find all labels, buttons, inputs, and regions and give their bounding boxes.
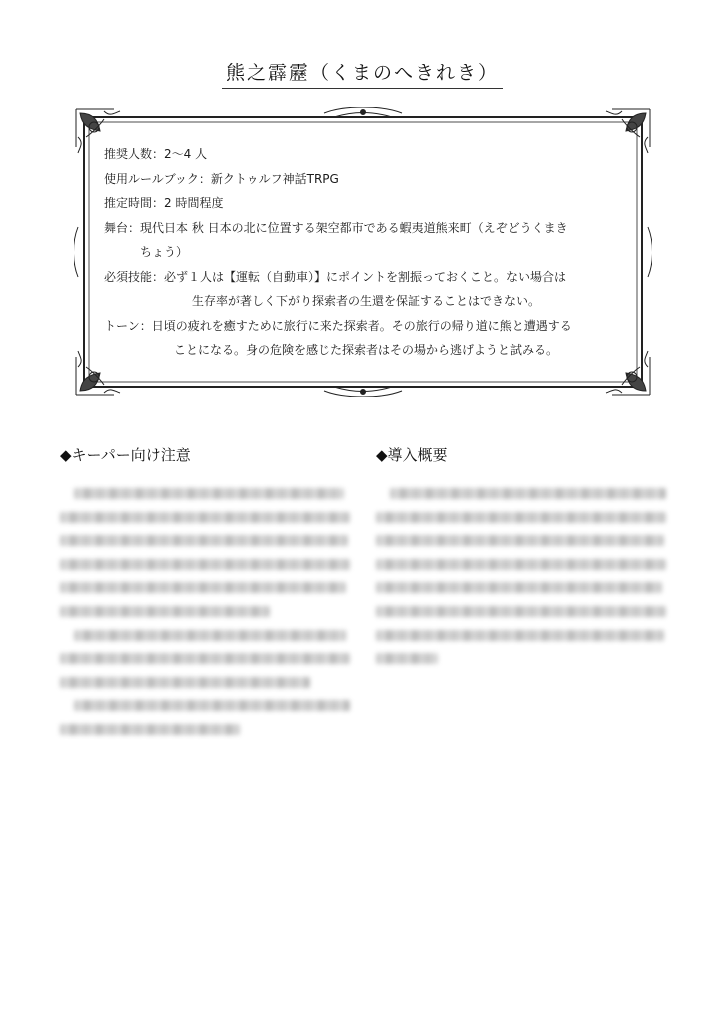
keeper-notes-heading: ◆キーパー向け注意 xyxy=(60,446,191,464)
info-rulebook: 使用ルールブック：新クトゥルフ神話TRPG xyxy=(104,171,339,186)
info-skills-line1: 必須技能：必ず１人は【運転（自動車）】にポイントを割振っておくこと。ない場合は xyxy=(104,269,567,284)
info-skills-line2: 生存率が著しく下がり探索者の生還を保証することはできない。 xyxy=(191,294,540,308)
info-setting-line2: ちょう） xyxy=(140,245,189,259)
info-tone-line2: ことになる。身の危険を感じた探索者はその場から逃げようと試みる。 xyxy=(173,343,558,357)
intro-blurred-text xyxy=(376,488,668,677)
document-title xyxy=(0,58,725,85)
keeper-notes-blurred-text xyxy=(60,488,352,748)
intro-heading: ◆導入概要 xyxy=(376,446,448,464)
info-players: 推奨人数：2〜4 人 xyxy=(104,147,208,161)
title-text: 熊之霹靂（くまのへきれき） xyxy=(222,62,503,89)
info-setting-line1: 舞台：現代日本 秋 日本の北に位置する架空都市である蝦夷道熊来町（えぞどうくまき xyxy=(104,220,568,235)
info-tone-line1: トーン：日頃の疲れを癒すために旅行に来た探索者。その旅行の帰り道に熊と遭遇する xyxy=(104,318,572,333)
scenario-info xyxy=(104,142,628,363)
info-duration: 推定時間：2 時間程度 xyxy=(104,196,224,210)
